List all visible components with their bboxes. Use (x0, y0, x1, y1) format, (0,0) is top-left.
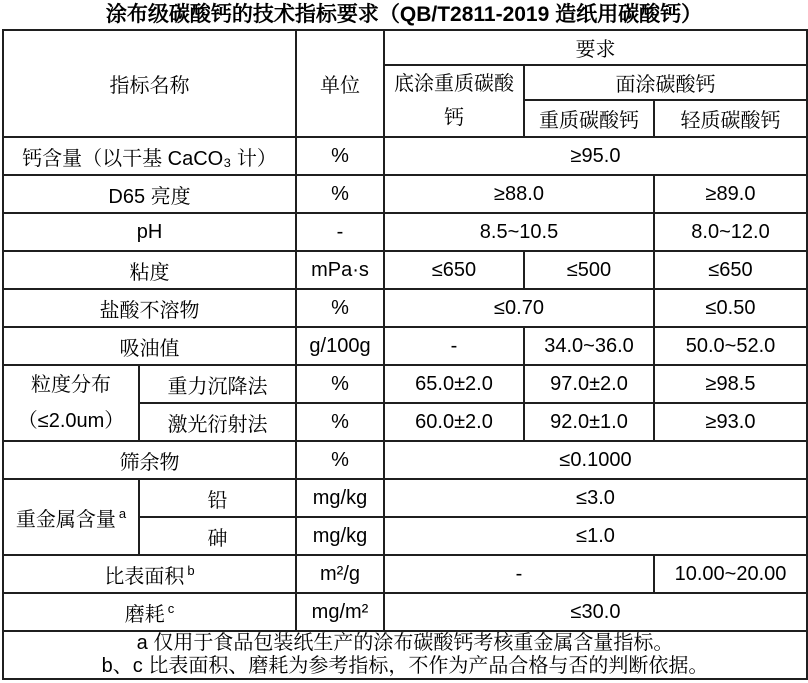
specific-surface-value-dash: - (384, 555, 654, 593)
header-row-1 (3, 30, 807, 65)
spec-table (2, 29, 808, 680)
specific-surface-unit: m²/g (296, 555, 384, 593)
oil-absorption-value-topcoat-pcc: 50.0~52.0 (654, 327, 807, 365)
hcl-insoluble-unit: % (296, 289, 384, 327)
ph-value-gcc: 8.5~10.5 (384, 213, 654, 251)
row-particle-size-gravity (3, 365, 807, 403)
d65-brightness-name: D65 亮度 (3, 175, 296, 213)
particle-size-group-line1: 粒度分布 (31, 374, 111, 396)
oil-absorption-name: 吸油值 (3, 327, 296, 365)
oil-absorption-value-precoat: - (384, 327, 524, 365)
viscosity-value-precoat: ≤650 (384, 251, 524, 289)
particle-size-laser-unit: % (296, 403, 384, 441)
footnote-ref-b: b (187, 562, 195, 578)
particle-size-gravity-name: 重力沉降法 (139, 365, 296, 403)
row-abrasion (3, 593, 807, 631)
viscosity-unit: mPa·s (296, 251, 384, 289)
row-ph (3, 213, 807, 251)
header-topcoat-gcc: 重质碳酸钙 (524, 100, 654, 137)
heavy-metals-group (3, 479, 139, 555)
heavy-metals-arsenic-unit: mg/kg (296, 517, 384, 555)
abrasion-name (3, 593, 296, 631)
viscosity-value-topcoat-pcc: ≤650 (654, 251, 807, 289)
particle-size-gravity-value-precoat: 65.0±2.0 (384, 365, 524, 403)
header-unit: 单位 (296, 30, 384, 137)
header-requirement: 要求 (384, 30, 807, 65)
footnotes-row (3, 631, 807, 679)
d65-brightness-value-gcc: ≥88.0 (384, 175, 654, 213)
heavy-metals-lead-value: ≤3.0 (384, 479, 807, 517)
footnote-a: a 仅用于食品包装纸生产的涂布碳酸钙考核重金属含量指标。 (136, 632, 674, 654)
calcium-content-value: ≥95.0 (384, 137, 807, 175)
particle-size-gravity-unit: % (296, 365, 384, 403)
footnote-ref-c: c (167, 600, 175, 616)
heavy-metals-group-label: 重金属含量 (15, 508, 116, 531)
particle-size-gravity-value-topcoat-gcc: 97.0±2.0 (524, 365, 654, 403)
row-heavy-metals-lead (3, 479, 807, 517)
row-specific-surface (3, 555, 807, 593)
hcl-insoluble-value-pcc: ≤0.50 (654, 289, 807, 327)
row-oil-absorption (3, 327, 807, 365)
header-precoat-gcc: 底涂重质碳酸钙 (384, 65, 524, 137)
viscosity-value-topcoat-gcc: ≤500 (524, 251, 654, 289)
heavy-metals-arsenic-name: 砷 (139, 517, 296, 555)
row-hcl-insoluble (3, 289, 807, 327)
footnote-ref-a: a (118, 505, 127, 521)
row-d65-brightness (3, 175, 807, 213)
particle-size-group-line2: （≤2.0um） (17, 410, 125, 432)
footnote-bc: b、c 比表面积、磨耗为参考指标，不作为产品合格与否的判断依据。 (101, 655, 709, 677)
header-topcoat-pcc: 轻质碳酸钙 (654, 100, 807, 137)
ph-value-pcc: 8.0~12.0 (654, 213, 807, 251)
hcl-insoluble-name: 盐酸不溶物 (3, 289, 296, 327)
calcium-content-unit: % (296, 137, 384, 175)
abrasion-unit: mg/m² (296, 593, 384, 631)
heavy-metals-arsenic-value: ≤1.0 (384, 517, 807, 555)
viscosity-name: 粘度 (3, 251, 296, 289)
heavy-metals-lead-name: 铅 (139, 479, 296, 517)
oil-absorption-value-topcoat-gcc: 34.0~36.0 (524, 327, 654, 365)
specific-surface-value-pcc: 10.00~20.00 (654, 555, 807, 593)
particle-size-laser-value-precoat: 60.0±2.0 (384, 403, 524, 441)
ph-name: pH (3, 213, 296, 251)
particle-size-group (3, 365, 139, 441)
d65-brightness-value-pcc: ≥89.0 (654, 175, 807, 213)
particle-size-laser-value-topcoat-gcc: 92.0±1.0 (524, 403, 654, 441)
row-calcium-content (3, 137, 807, 175)
particle-size-gravity-value-topcoat-pcc: ≥98.5 (654, 365, 807, 403)
page-title: 涂布级碳酸钙的技术指标要求（QB/T2811-2019 造纸用碳酸钙） (105, 3, 703, 26)
specific-surface-name (3, 555, 296, 593)
row-viscosity (3, 251, 807, 289)
abrasion-label: 磨耗 (124, 603, 165, 626)
footnotes-cell (3, 631, 807, 679)
abrasion-value: ≤30.0 (384, 593, 807, 631)
d65-brightness-unit: % (296, 175, 384, 213)
row-sieve-residue (3, 441, 807, 479)
oil-absorption-unit: g/100g (296, 327, 384, 365)
particle-size-laser-name: 激光衍射法 (139, 403, 296, 441)
sieve-residue-value: ≤0.1000 (384, 441, 807, 479)
specific-surface-label: 比表面积 (104, 565, 185, 588)
sieve-residue-unit: % (296, 441, 384, 479)
heavy-metals-lead-unit: mg/kg (296, 479, 384, 517)
calcium-content-name: 钙含量（以干基 CaCO₃ 计） (3, 137, 296, 175)
sieve-residue-name: 筛余物 (3, 441, 296, 479)
ph-unit: - (296, 213, 384, 251)
header-indicator-name: 指标名称 (3, 30, 296, 137)
particle-size-laser-value-topcoat-pcc: ≥93.0 (654, 403, 807, 441)
hcl-insoluble-value-gcc: ≤0.70 (384, 289, 654, 327)
header-topcoat: 面涂碳酸钙 (524, 65, 807, 100)
